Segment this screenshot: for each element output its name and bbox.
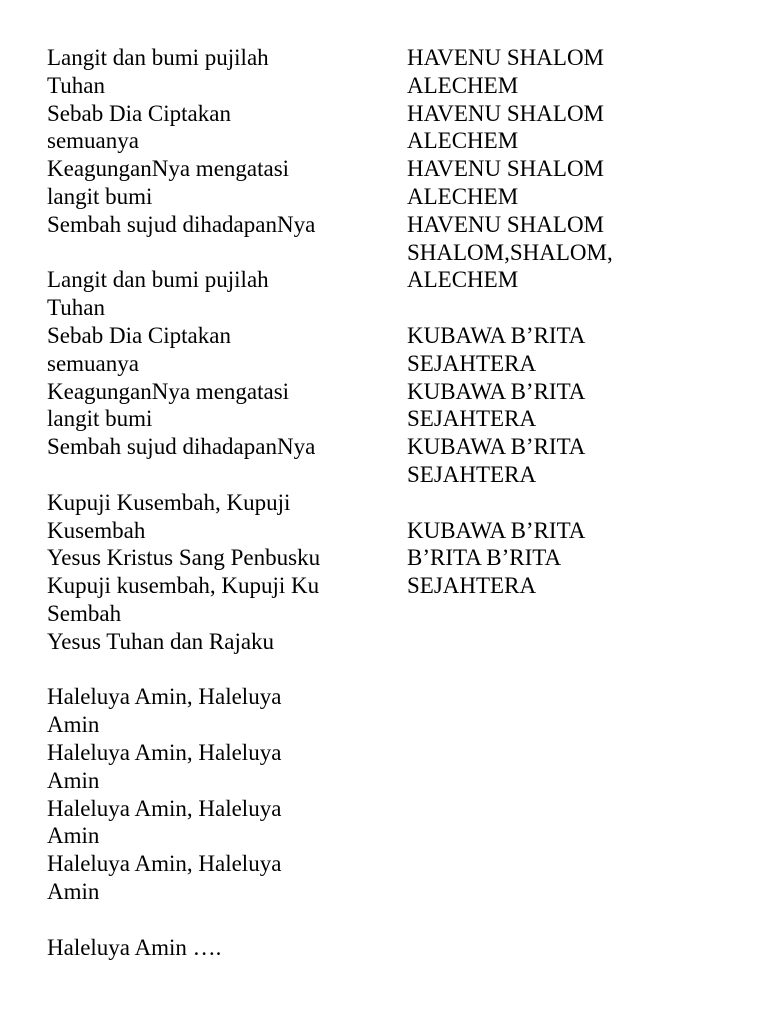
lyric-line: langit bumi — [47, 406, 153, 432]
lyric-line: Yesus Tuhan dan Rajaku — [47, 628, 275, 654]
lyric-line: ALECHEM — [407, 128, 519, 154]
lyric-line: Haleluya Amin, Haleluya — [47, 739, 282, 765]
right-lyrics-column — [407, 44, 747, 600]
lyric-line: Kusembah — [47, 517, 146, 543]
lyric-line — [47, 239, 377, 267]
lyric-line: Amin — [47, 712, 100, 738]
lyric-line: Amin — [47, 878, 100, 904]
lyric-line: Sembah — [47, 600, 122, 626]
lyric-line: Kupuji kusembah, Kupuji Ku — [47, 573, 320, 599]
lyric-line: SEJAHTERA — [407, 350, 537, 376]
lyric-line: KUBAWA B’RITA — [407, 434, 586, 460]
lyric-line: Langit dan bumi pujilah — [47, 267, 269, 293]
lyric-line: HAVENU SHALOM — [407, 211, 605, 237]
lyric-line: semuanya — [47, 350, 139, 376]
lyric-line: HAVENU SHALOM — [407, 100, 605, 126]
lyric-line: Tuhan — [47, 295, 105, 321]
lyric-line: Tuhan — [47, 72, 105, 98]
lyric-line: KUBAWA B’RITA — [407, 322, 586, 348]
lyric-line: semuanya — [47, 128, 139, 154]
lyric-line — [47, 656, 377, 684]
lyric-line: Langit dan bumi pujilah — [47, 45, 269, 70]
lyric-line: Haleluya Amin, Haleluya — [47, 684, 282, 710]
lyric-line: ALECHEM — [407, 72, 519, 98]
lyric-line — [47, 461, 377, 489]
lyric-line: SEJAHTERA — [407, 406, 537, 432]
lyric-line — [407, 489, 747, 517]
lyric-line: KeagunganNya mengatasi — [47, 156, 290, 182]
lyric-line — [47, 906, 377, 934]
lyric-line: HAVENU SHALOM — [407, 45, 605, 70]
lyric-line: Sebab Dia Ciptakan — [47, 100, 231, 126]
lyric-line: KeagunganNya mengatasi — [47, 378, 290, 404]
lyric-line: ALECHEM — [407, 183, 519, 209]
lyric-line: Haleluya Amin, Haleluya — [47, 795, 282, 821]
lyric-line: Kupuji Kusembah, Kupuji — [47, 489, 291, 515]
lyric-line: SEJAHTERA — [407, 461, 537, 487]
lyric-line: KUBAWA B’RITA — [407, 378, 586, 404]
lyric-line: SEJAHTERA — [407, 573, 537, 599]
lyric-line: SHALOM,SHALOM, — [407, 239, 613, 265]
lyric-line: langit bumi — [47, 183, 153, 209]
lyric-line: Amin — [47, 767, 100, 793]
lyric-line: HAVENU SHALOM — [407, 156, 605, 182]
lyric-line: Sembah sujud dihadapanNya — [47, 434, 316, 460]
left-lyrics-column — [47, 44, 377, 961]
lyric-line: B’RITA B’RITA — [407, 545, 562, 571]
lyric-line: Yesus Kristus Sang Penbusku — [47, 545, 321, 571]
lyric-line: Haleluya Amin, Haleluya — [47, 851, 282, 877]
lyric-line: Haleluya Amin …. — [47, 934, 222, 960]
lyric-line: KUBAWA B’RITA — [407, 517, 586, 543]
lyric-line: Sebab Dia Ciptakan — [47, 322, 231, 348]
lyric-line: Amin — [47, 823, 100, 849]
lyric-line: Sembah sujud dihadapanNya — [47, 211, 316, 237]
lyric-line: ALECHEM — [407, 267, 519, 293]
lyric-line — [407, 294, 747, 322]
